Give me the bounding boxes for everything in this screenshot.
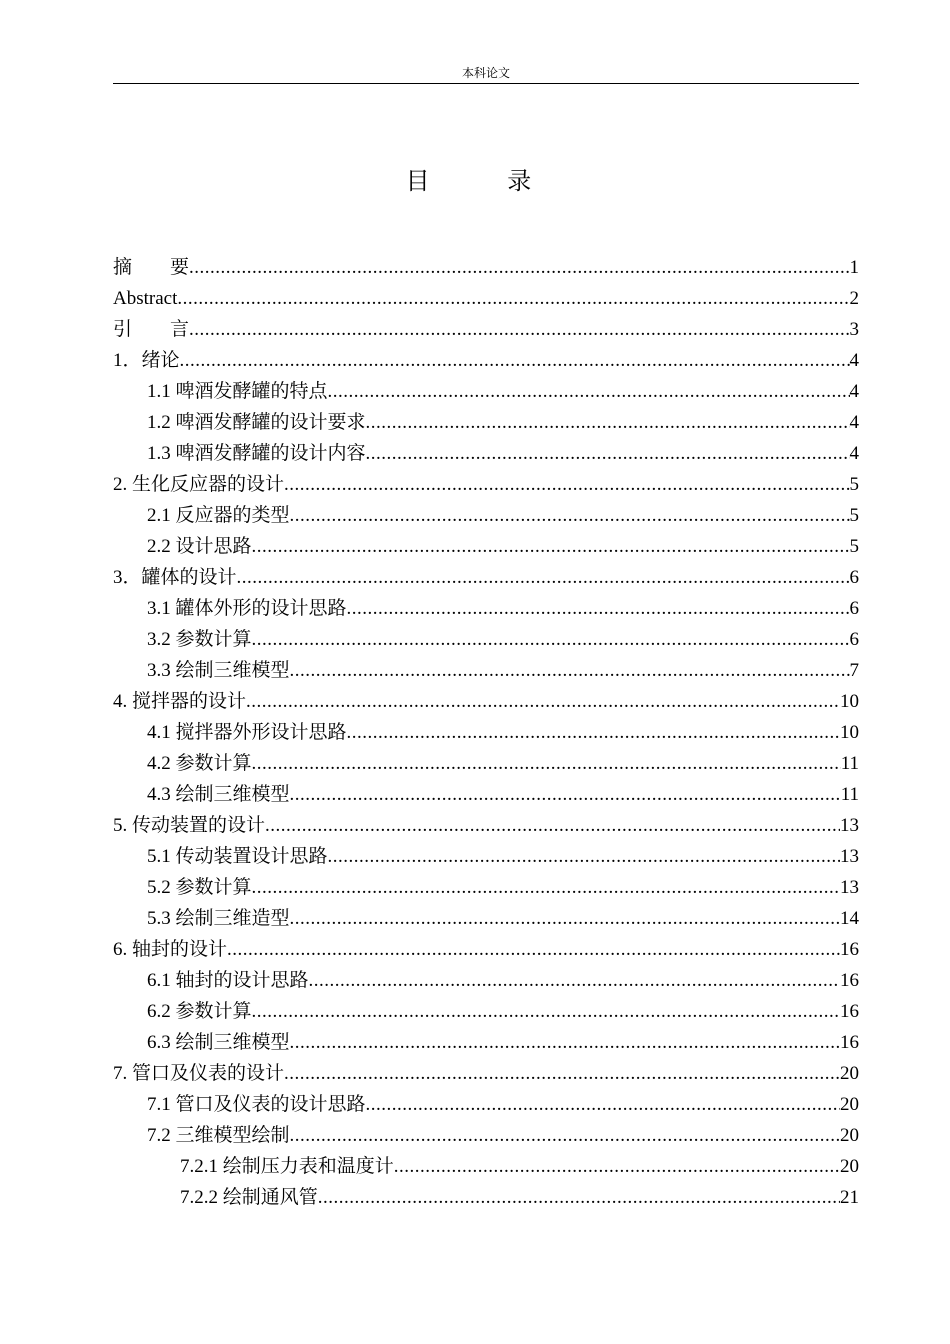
toc-entry-page-number: 20 [840, 1063, 859, 1084]
dot-leader [290, 500, 850, 531]
toc-entry-label: 5.3 绘制三维造型 [147, 908, 290, 929]
dot-leader [366, 1089, 840, 1120]
dot-leader [252, 531, 850, 562]
table-of-contents [113, 252, 859, 1213]
toc-entry-label: 4.3 绘制三维模型 [147, 784, 290, 805]
toc-entry[interactable] [113, 1120, 859, 1151]
toc-entry-label: Abstract [113, 288, 178, 309]
toc-entry[interactable] [113, 438, 859, 469]
dot-leader [252, 624, 850, 655]
dot-leader [328, 376, 850, 407]
toc-entry-page-number: 13 [840, 846, 859, 867]
toc-entry[interactable] [113, 345, 859, 376]
dot-leader [177, 283, 849, 314]
header-rule [113, 83, 859, 84]
dot-leader [366, 407, 850, 438]
toc-entry-page-number: 20 [840, 1125, 859, 1146]
toc-entry-page-number: 10 [840, 691, 859, 712]
dot-leader [290, 655, 850, 686]
toc-entry-page-number: 6 [849, 629, 859, 650]
toc-entry-label: 2.2 设计思路 [147, 536, 252, 557]
toc-entry-label: 4. 搅拌器的设计 [113, 691, 247, 712]
toc-entry-page-number: 11 [840, 753, 859, 774]
dot-leader [290, 1027, 840, 1058]
toc-entry[interactable] [113, 314, 859, 345]
toc-entry-page-number: 20 [840, 1094, 859, 1115]
toc-entry[interactable] [113, 469, 859, 500]
toc-entry[interactable] [113, 903, 859, 934]
dot-leader [290, 1120, 840, 1151]
toc-entry-label: 1.1 啤酒发酵罐的特点 [147, 381, 328, 402]
toc-entry-page-number: 13 [840, 877, 859, 898]
toc-entry-label: 3．罐体的设计 [113, 567, 237, 588]
toc-entry[interactable] [113, 593, 859, 624]
toc-entry-label: 2.1 反应器的类型 [147, 505, 290, 526]
toc-entry[interactable] [113, 934, 859, 965]
toc-entry-label: 7.2.1 绘制压力表和温度计 [180, 1156, 394, 1177]
toc-entry-page-number: 7 [849, 660, 859, 681]
dot-leader [290, 779, 841, 810]
toc-entry-label: 6.2 参数计算 [147, 1001, 252, 1022]
toc-entry[interactable] [113, 872, 859, 903]
toc-entry-page-number: 14 [840, 908, 859, 929]
toc-entry-label: 6. 轴封的设计 [113, 939, 228, 960]
dot-leader [252, 872, 840, 903]
dot-leader [318, 1182, 840, 1213]
toc-entry-page-number: 3 [849, 319, 859, 340]
dot-leader [290, 903, 840, 934]
dot-leader [246, 686, 840, 717]
toc-entry-label: 1.3 啤酒发酵罐的设计内容 [147, 443, 366, 464]
toc-entry-page-number: 4 [849, 350, 859, 371]
toc-entry[interactable] [113, 996, 859, 1027]
toc-entry-page-number: 13 [840, 815, 859, 836]
dot-leader [394, 1151, 840, 1182]
toc-entry[interactable] [113, 686, 859, 717]
dot-leader [309, 965, 840, 996]
toc-entry[interactable] [113, 624, 859, 655]
dot-leader [227, 934, 840, 965]
toc-entry-page-number: 4 [849, 443, 859, 464]
toc-entry-page-number: 10 [840, 722, 859, 743]
dot-leader [252, 996, 840, 1027]
toc-entry[interactable] [113, 376, 859, 407]
toc-entry[interactable] [113, 1058, 859, 1089]
toc-entry-page-number: 6 [849, 598, 859, 619]
toc-entry[interactable] [113, 810, 859, 841]
toc-entry-label: 7. 管口及仪表的设计 [113, 1063, 285, 1084]
toc-entry-label: 5. 传动装置的设计 [113, 815, 266, 836]
running-header: 本科论文 [461, 66, 510, 80]
toc-entry-label: 7.2.2 绘制通风管 [180, 1187, 318, 1208]
toc-entry-label: 4.2 参数计算 [147, 753, 252, 774]
toc-entry[interactable] [113, 965, 859, 996]
toc-entry-label: 7.1 管口及仪表的设计思路 [147, 1094, 366, 1115]
toc-entry[interactable] [113, 1089, 859, 1120]
toc-entry-label: 3.2 参数计算 [147, 629, 252, 650]
toc-entry[interactable] [113, 562, 859, 593]
toc-entry[interactable] [113, 748, 859, 779]
dot-leader [189, 314, 849, 345]
toc-entry-label: 6.1 轴封的设计思路 [147, 970, 309, 991]
toc-entry[interactable] [113, 717, 859, 748]
dot-leader [189, 252, 849, 283]
toc-entry[interactable] [113, 1182, 859, 1213]
toc-entry-page-number: 2 [849, 288, 859, 309]
toc-entry[interactable] [113, 655, 859, 686]
toc-entry[interactable] [113, 779, 859, 810]
toc-entry-label: 7.2 三维模型绘制 [147, 1125, 290, 1146]
toc-entry[interactable] [113, 283, 859, 314]
toc-title: 目 录 [405, 167, 567, 195]
dot-leader [328, 841, 840, 872]
toc-entry-page-number: 5 [849, 505, 859, 526]
toc-entry-label: 2. 生化反应器的设计 [113, 474, 285, 495]
toc-entry[interactable] [113, 531, 859, 562]
dot-leader [252, 748, 841, 779]
toc-entry-page-number: 21 [840, 1187, 859, 1208]
toc-entry-page-number: 16 [840, 1001, 859, 1022]
toc-entry-page-number: 16 [840, 1032, 859, 1053]
toc-entry[interactable] [113, 1027, 859, 1058]
toc-entry-label: 5.1 传动装置设计思路 [147, 846, 328, 867]
toc-entry-page-number: 6 [849, 567, 859, 588]
toc-entry-page-number: 5 [849, 536, 859, 557]
toc-entry[interactable] [113, 1151, 859, 1182]
dot-leader [265, 810, 840, 841]
toc-entry-label: 3.1 罐体外形的设计思路 [147, 598, 347, 619]
toc-entry[interactable] [113, 500, 859, 531]
toc-entry-label: 1.2 啤酒发酵罐的设计要求 [147, 412, 366, 433]
dot-leader [284, 1058, 840, 1089]
toc-entry-page-number: 4 [849, 412, 859, 433]
toc-entry[interactable] [113, 841, 859, 872]
toc-entry-label: 1．绪论 [113, 350, 180, 371]
toc-entry-label: 6.3 绘制三维模型 [147, 1032, 290, 1053]
dot-leader [284, 469, 849, 500]
dot-leader [347, 717, 840, 748]
toc-entry-label: 5.2 参数计算 [147, 877, 252, 898]
dot-leader [366, 438, 850, 469]
toc-entry-page-number: 16 [840, 970, 859, 991]
toc-entry-label: 摘要 [113, 257, 190, 278]
toc-entry-page-number: 20 [840, 1156, 859, 1177]
toc-entry-page-number: 11 [840, 784, 859, 805]
toc-entry-label: 4.1 搅拌器外形设计思路 [147, 722, 347, 743]
toc-entry[interactable] [113, 252, 859, 283]
toc-entry[interactable] [113, 407, 859, 438]
dot-leader [237, 562, 850, 593]
toc-entry-page-number: 16 [840, 939, 859, 960]
dot-leader [347, 593, 850, 624]
toc-entry-label: 引言 [113, 319, 190, 340]
toc-entry-page-number: 4 [849, 381, 859, 402]
toc-entry-label: 3.3 绘制三维模型 [147, 660, 290, 681]
toc-entry-page-number: 5 [849, 474, 859, 495]
dot-leader [180, 345, 850, 376]
toc-entry-page-number: 1 [849, 257, 859, 278]
